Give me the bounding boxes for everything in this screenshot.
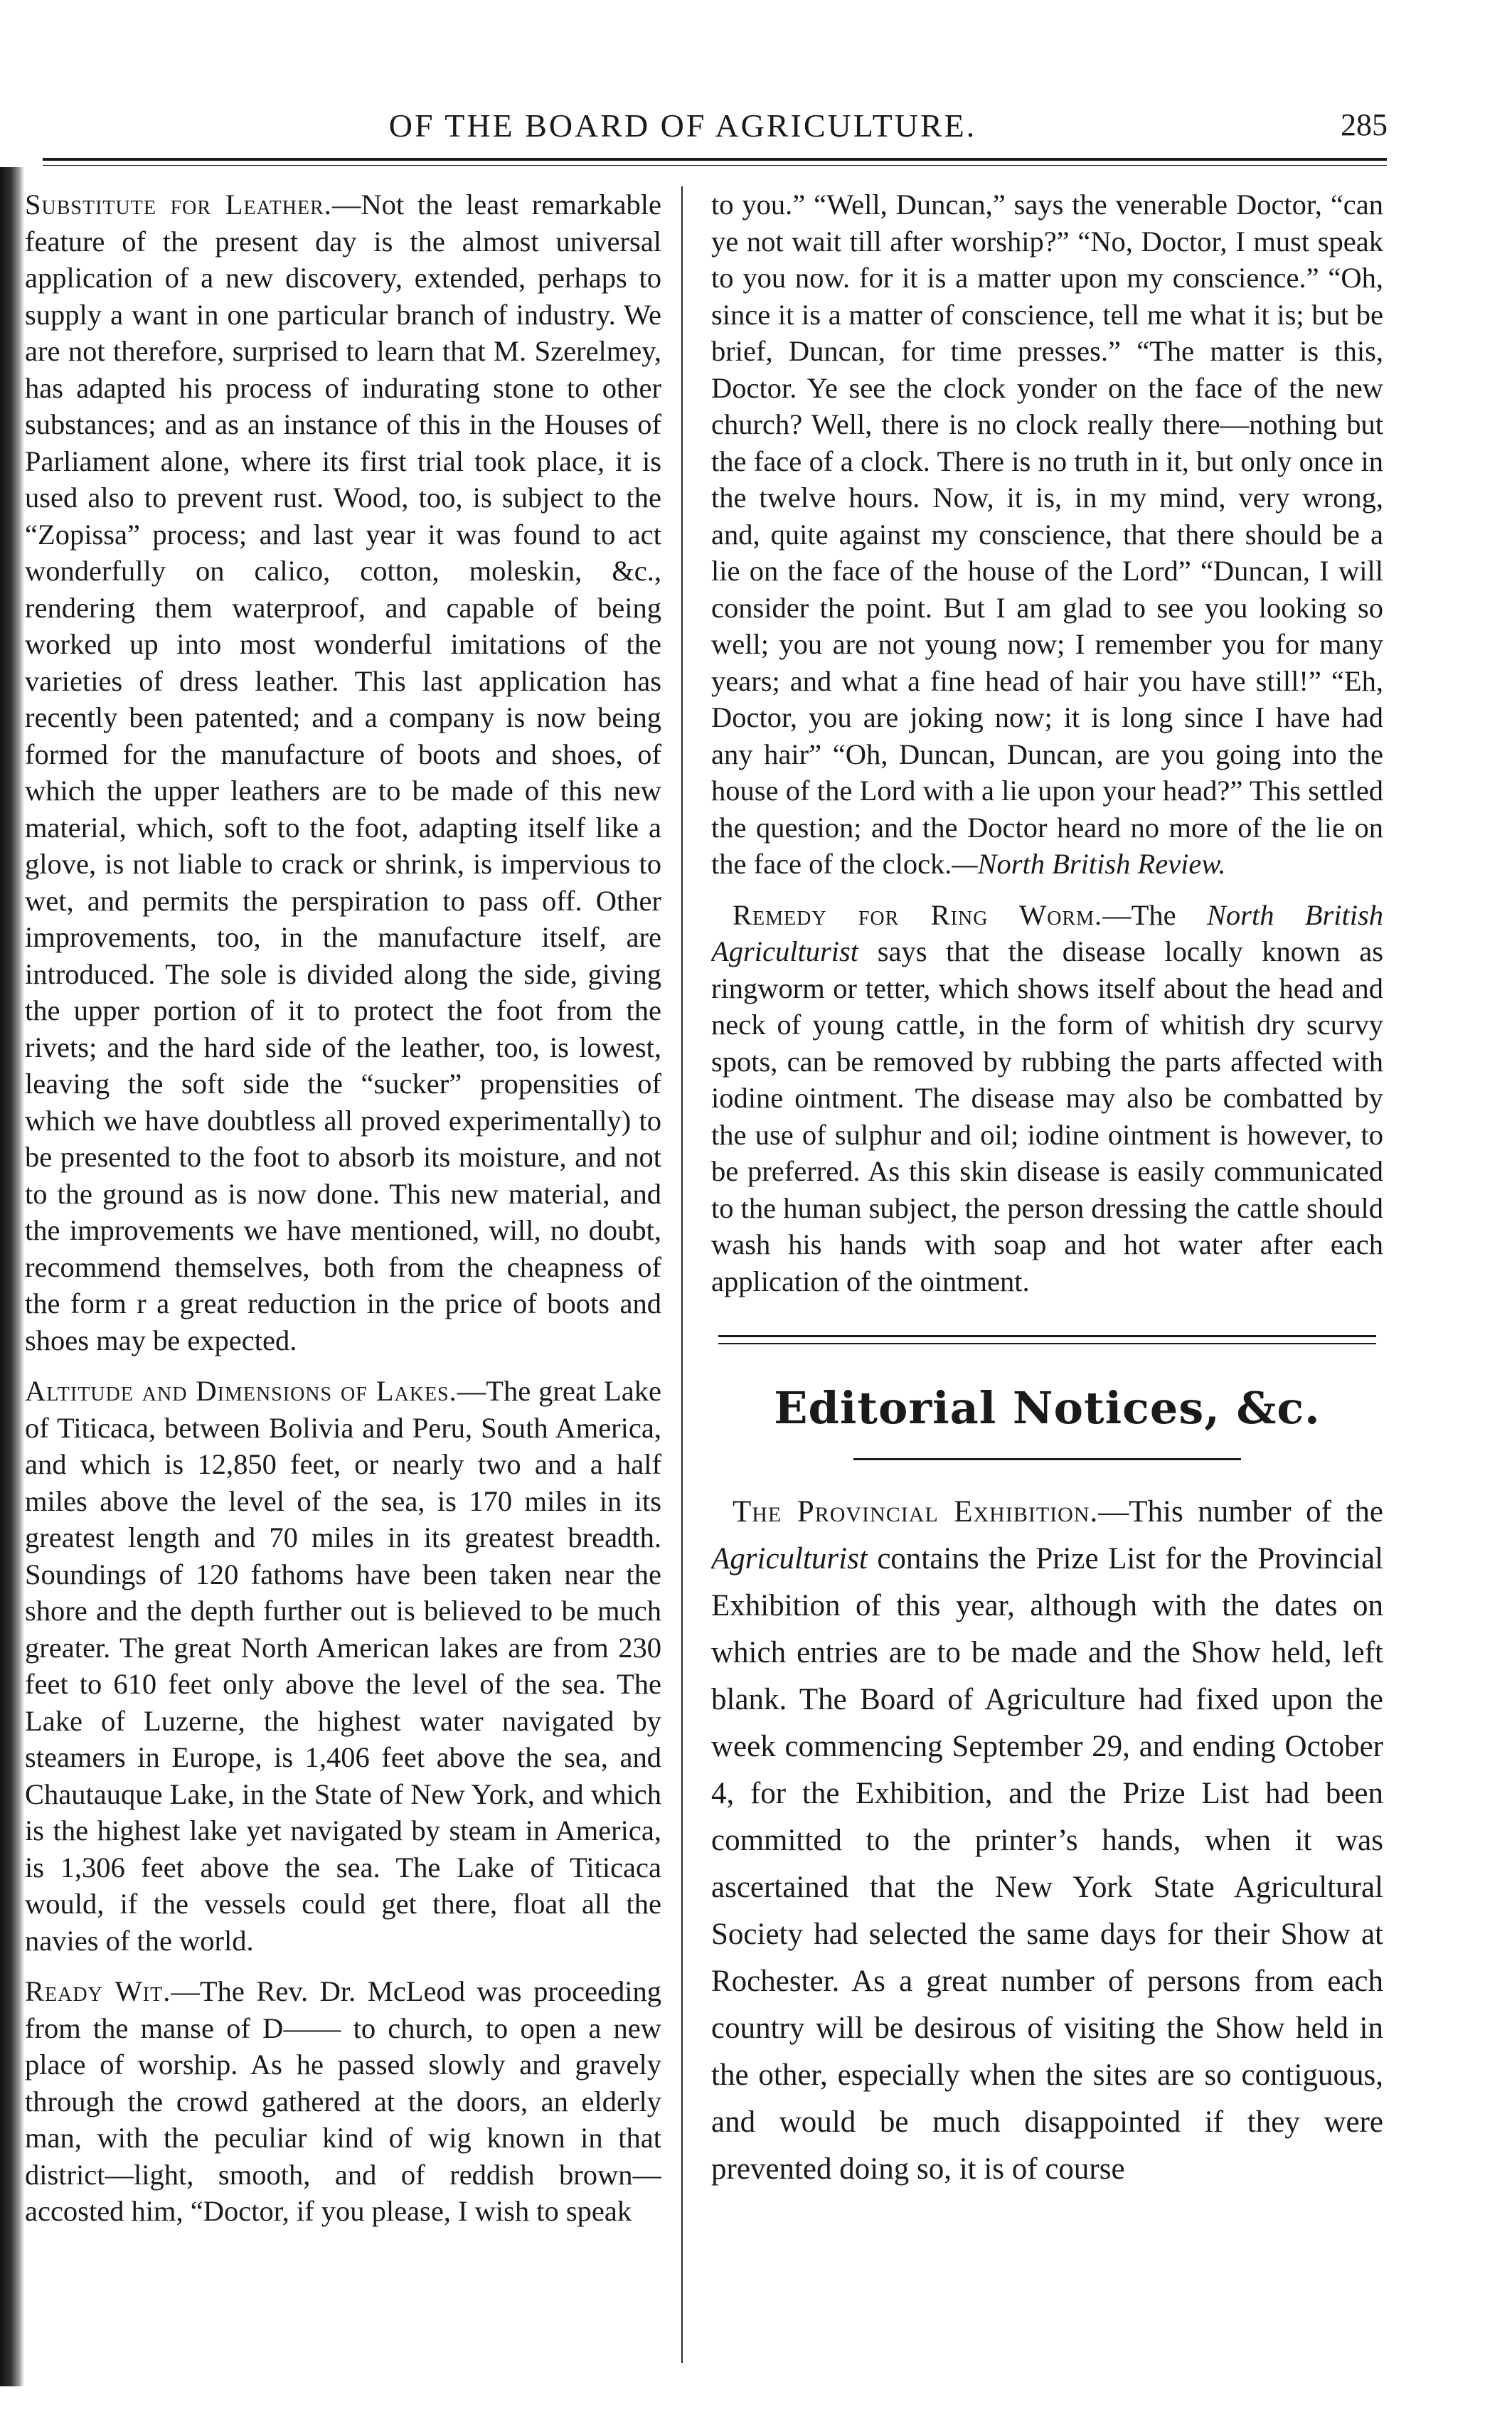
header-rule [43,158,1387,166]
running-head [0,107,1512,164]
article-text: to you.” “Well, Duncan,” says the venerable Doctor, “can ye not wait till after worship?” “No, Doctor, I must speak to you now. for it is a matter upon my conscience.” “Oh, since it is a matter of conscience, tell me what it is; but be brief, Duncan, for time presses.” “The matter is this, Doctor. Ye see the clock yonder on the face of the new church? Well, there is no clock really there—nothing but the face of a clock. There is no truth in it, but only once in the twelve hours. Now, it is, in my mind, very wrong, and, quite against my conscience, that there should be a lie on the face of the house of the Lord” “Duncan, I will consider the point. But I am glad to see you looking so well; you are not young now; I remember you for many years; and what a fine head of hair you have still!” “Eh, Doctor, you are joking now; it is long since I have had any hair” “Oh, Duncan, Duncan, are you going into the house of the Lord with a lie upon your head?” This settled the question; and the Doctor heard no more of the lie on the face of the clock. [711,188,1383,880]
article-text: —The Rev. Dr. McLeod was proceeding from the manse of D—— to church, to open a new place of worship. As he passed slowly and gravely through the crowd gathered at the doors, an elderly man, with the peculiar kind of wig known in that district—light, smooth, and of reddish brown—accosted him, “Doctor, if you please, I wish to speak [25,1975,661,2227]
section-title-rule [853,1458,1241,1460]
column-rule [681,186,683,2363]
binding-shadow [0,167,24,2386]
article-text: —The great Lake of Titicaca, between Bolivia and Peru, South America, and which is 12,850 feet, or nearly two and a half miles above the level of the sea, is 170 miles in its greatest length and 70 miles in its greatest breadth. Soundings of 120 fathoms have been taken near the shore and the depth further out is believed to be much greater. The great North American lakes are from 230 feet to 610 feet only above the level of the sea. The Lake of Luzerne, the highest water navigated by steamers in Europe, is 1,406 feet above the sea, and Chautauque Lake, in the State of New York, and which is the highest lake yet navigated by steam in America, is 1,306 feet above the sea. The Lake of Titicaca would, if the vessels could get there, float all the navies of the world. [25,1375,661,1957]
article-text: contains the Prize List for the Provincial Exhibition of this year, although with the dates on which entries are to be made and the Show held, left blank. The Board of Agriculture had fixed upon the week commencing September 29, and ending October 4, for the Exhibition, and the Prize List had been committed to the printer’s hands, when it was ascertained that the New York State Agricultural Society had selected the same days for their Show at Rochester. As a great number of persons from each country will be desirous of visiting the Show held in the other, especially when the sites are so contiguous, and would be much disappointed if they were prevented doing so, it is of course [711,1542,1383,2186]
article-ring-worm [711,897,1383,1300]
article-heading: The Provincial Exhibition. [733,1495,1099,1529]
article-heading: Ready Wit. [25,1975,171,2007]
article-source: —North British Review. [952,848,1226,880]
article-provincial-exhibition [711,1489,1383,2193]
article-altitude-of-lakes [25,1373,661,1959]
article-heading: Altitude and Dimensions of Lakes. [25,1375,457,1407]
section-divider [718,1335,1376,1344]
article-substitute-for-leather [25,186,661,1359]
section-title: Editorial Notices, &c. [774,1382,1321,1434]
article-text: says that the disease locally known as ringworm or tetter, which shows itself about the head and neck of young cattle, in the form of whitish dry scurvy spots, can be removed by rubbing the parts affected with iodine ointment. The disease may also be combatted by the use of sulphur and oil; iodine ointment is however, to be preferred. As this skin disease is easily communicated to the human subject, the person dressing the cattle should wash his hands with soap and hot water after each application of the ointment. [711,935,1383,1297]
running-title: OF THE BOARD OF AGRICULTURE. [388,107,977,144]
article-text: —The [1102,898,1207,931]
article-ready-wit [25,1973,661,2230]
article-heading: Substitute for Leather. [25,188,332,220]
editorial-notices [711,1489,1383,2193]
article-italic: Agriculturist [711,1542,868,1575]
article-heading: Remedy for Ring Worm. [733,898,1103,931]
left-column [25,186,661,2377]
article-text: —This number of the [1098,1495,1383,1529]
article-ready-wit-continued [711,186,1383,883]
right-column [711,186,1383,2377]
article-text: —Not the least remarkable feature of the present day is the almost universal application of a new discovery, extended, perhaps to supply a want in one particular branch of industry. We are not therefore, surprised to learn that M. Szerelmey, has adapted his process of indurating stone to other substances; and as an instance of this in the Houses of Parliament alone, where its first trial took place, it is used also to prevent rust. Wood, too, is subject to the “Zopissa” process; and last year it was found to act wonderfully on calico, cotton, moleskin, &c., rendering them waterproof, and capable of being worked up into most wonderful imitations of the varieties of dress leather. This last application has recently been patented; and a company is now being formed for the manufacture of boots and shoes, of which the upper leathers are to be made of this new material, which, soft to the foot, adapting itself like a glove, is not liable to crack or shrink, is impervious to wet, and permits the perspiration to pass off. Other improvements, too, in the manufacture itself, are introduced. The sole is divided along the side, giving the upper portion of it to protect the foot from the rivets; and the hard side of the leather, too, is lowest, leaving the soft side the “sucker” propensities of which we have doubtless all proved experimentally) to be presented to the foot to absorb its moisture, and not to the ground as is now done. This new material, and the improvements we have mentioned, will, no doubt, recommend themselves, both from the cheapness of the form r a great reduction in the price of boots and shoes may be expected. [25,188,661,1356]
article-italic: North British Agriculturist [711,898,1383,967]
page-number: 285 [1341,107,1388,142]
